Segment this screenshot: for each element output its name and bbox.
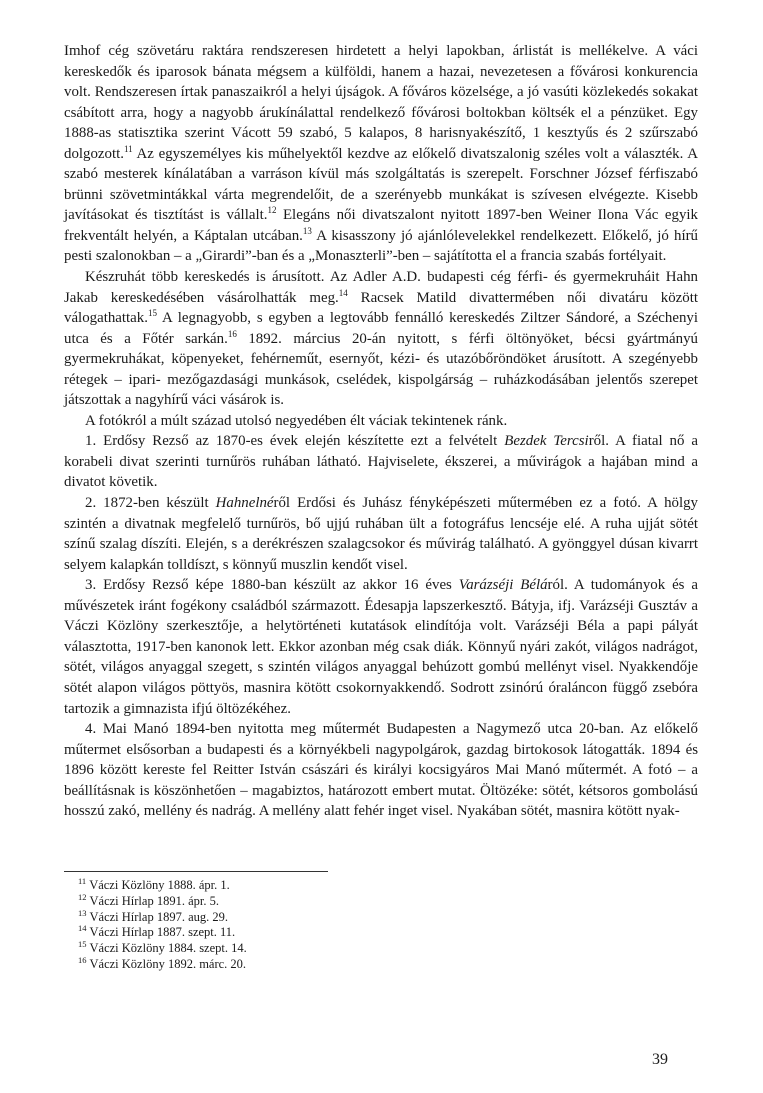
body-text: [64, 41, 698, 822]
paragraph: [64, 575, 698, 719]
emphasized-name: Bezdek Tercsi: [504, 433, 589, 450]
emphasized-name: Varázséji Bélá: [458, 577, 548, 594]
footnote-text: Váczi Hírlap 1887. szept. 11.: [89, 925, 236, 940]
text-run: Racsek Matild divattermében női divatáru között válogathattak.: [64, 289, 698, 327]
footnote-number: 11: [78, 876, 87, 886]
footnote: [78, 941, 478, 957]
footnote-text: Váczi Hírlap 1891. ápr. 5.: [89, 893, 219, 908]
footnote-number: 13: [78, 907, 87, 918]
footnote: [78, 878, 478, 894]
text-run: ről. A fiatal nő a korabeli divat szerinti turnűrös ruhában látható. Hajviselete, ékszerei, a művirágok a hajában mind a divatot követik.: [64, 433, 698, 491]
text-run: 3. Erdősy Rezső képe 1880-ban készült az akkor 16 éves: [85, 577, 459, 594]
footnote: [78, 925, 478, 941]
text-run: Az egyszemélyes kis műhelyektől kezdve az előkelő divatszalonig széles volt a választék. A szabó mesterek kínálatában a varráson kívül más szolgáltatás is szerepelt. Forschner József férfiszabó brünni szövetmintákkal várta megrendelőit, de a szerényebb munkákat is szívesen elvégezte. Kisebb javításokat és tisztítást is vállalt.: [64, 145, 698, 224]
footnote-divider: [64, 871, 328, 872]
text-run: 1892. március 20-án nyitott, s férfi öltönyöket, bécsi gyártmányú gyermekruhákat, köpenyeket, fehérneműt, esernyőt, kézi- és utazóbőröndöket árusított. A szegényebb rétegek – ipari- mezőgazdasági munkások, cselédek, kispolgárság – ruházkodásában jelentős szerepet játszottak a nagyhírű váci vásárok is.: [64, 330, 698, 409]
emphasized-name: Hahnelné: [215, 495, 274, 512]
footnote: [78, 891, 478, 910]
footnote: [78, 954, 478, 973]
footnote-number: 16: [78, 954, 87, 965]
footnote-number: 15: [78, 939, 87, 950]
text-run: Készruhát több kereskedés is árusított. Az Adler A.D. budapesti cég férfi- és gyermekruháit Hahn Jakab kereskedésében vásárolhatták meg.: [64, 269, 698, 306]
text-run: 1. Erdősy Rezső az 1870-es évek elején készítette ezt a felvételt: [85, 433, 505, 450]
text-run: A kisasszony jó ajánlólevelekkel rendelkezett. Előkelő, jó hírű pesti szalonokban – a „Girardi”-ban és a „Monaszterli”-ben – sajátította el a francia szabás fortélyait.: [64, 227, 698, 265]
footnote-number: 12: [78, 891, 87, 902]
text-run: ről Erdősi és Juhász fényképészeti műtermében ez a fotó. A hölgy szintén a divatnak megfelelő turnűrös, bő ujjú ruhában ült a fotográfus lencséje elé. A ruha ujját sötét színű szalag díszíti. Elején, s a derékrészen szalagcsokor és művirág található. A gyönggyel dúsan kivarrt selyem kalapkán tolldíszt, s könnyű muszlin kendőt visel.: [64, 495, 698, 573]
footnote-ref: 12: [267, 205, 277, 216]
footnote-ref: 13: [302, 225, 312, 236]
paragraph: [64, 411, 698, 432]
footnote-ref: 14: [338, 287, 348, 298]
paragraph: [64, 41, 698, 267]
text-run: A fotókról a múlt század utolsó negyedében élt váciak tekintenek ránk.: [85, 412, 508, 429]
footnote-text: Váczi Közlöny 1884. szept. 14.: [89, 941, 247, 956]
footnote-number: 14: [78, 923, 87, 934]
text-run: Imhof cég szövetáru raktára rendszeresen hirdetett a helyi lapokban, árlistát is mellékelve. A váci kereskedők és iparosok bánata mégsem a külföldi, hanem a hazai, nevezetesen a fővárosi konkurencia volt. Rendszeresen írtak panaszaikról a helyi újságok. A főváros közelsége, a jó vasúti közlekedés sokakat csábított arra, hogy a nagyobb árukínálattal rendelkező fővárosi boltokban költsék el a pénzüket. Egy 1888-as statisztika szerint Vácott 59 szabó, 5 kalapos, 8 harisnyakészítő, 1 kesztyűs és 2 szűrszabó dolgozott.: [64, 43, 698, 162]
paragraph: [64, 719, 698, 822]
paragraph: [64, 267, 698, 411]
footnote-ref: 11: [123, 143, 133, 154]
text-run: Elegáns női divatszalont nyitott 1897-ben Weiner Ilona Vác egyik frekventált helyén, a Káptalan utcában.: [64, 207, 698, 244]
paragraph: [64, 493, 698, 575]
footnote-ref: 16: [227, 328, 237, 339]
footnote-text: Váczi Közlöny 1888. ápr. 1.: [89, 878, 230, 892]
text-run: A legnagyobb, s egyben a legtovább fennálló kereskedés Ziltzer Sándoré, a Széchenyi utca és a Főtér sarkán.: [64, 310, 698, 347]
footnote: [78, 907, 478, 926]
text-run: 4. Mai Manó 1894-ben nyitotta meg műtermét Budapesten a Nagymező utca 20-ban. Az előkelő műtermet elsősorban a budapesti és a környékbeli nagypolgárok, gazdag birtokosok látogatták. 1894 és 1896 között kereste fel Reitter István császári és királyi kocsigyáros Mai Manó műtermét. A fotó – a beállításnak is köszönhetően – magabiztos, határozott embert mutat. Öltözéke: sötét, kétsoros gombolású hosszú zakó, mellény és nadrág. A mellény alatt fehér inget visel. Nyakában sötét, masnira kötött nyak-: [64, 721, 698, 820]
text-run: 2. 1872-ben készült: [85, 495, 216, 512]
footnotes: [78, 878, 478, 973]
footnote-text: Váczi Közlöny 1892. márc. 20.: [89, 956, 247, 971]
text-run: ról. A tudományok és a művészetek iránt fogékony családból származott. Édesapja lapszerkesztő. Bátyja, ifj. Varázséji Gusztáv a Váczi Közlöny szerkesztője, a helytörténeti kutatások elindítója volt. Varázséji Béla a papi pályát választotta, 1917-ben kanonok lett. Ekkor azonban még csak diák. Könnyű nyári zakót, világos nadrágot, sötét, világos anyaggal szegett, s szintén világos anyaggal behúzott gombú mellényt visel. Nyakkendője sötét alapon világos pöttyös, masnira kötött csokornyakkendő. Sodrott zsinórú óraláncon függő zsebóra tartozik a gimnazista ifjú öltözékéhez.: [64, 577, 698, 717]
footnote-ref: 15: [147, 308, 157, 319]
page-number: 39: [652, 1051, 668, 1068]
paragraph: [64, 431, 698, 493]
footnote-text: Váczi Hírlap 1897. aug. 29.: [89, 909, 229, 924]
